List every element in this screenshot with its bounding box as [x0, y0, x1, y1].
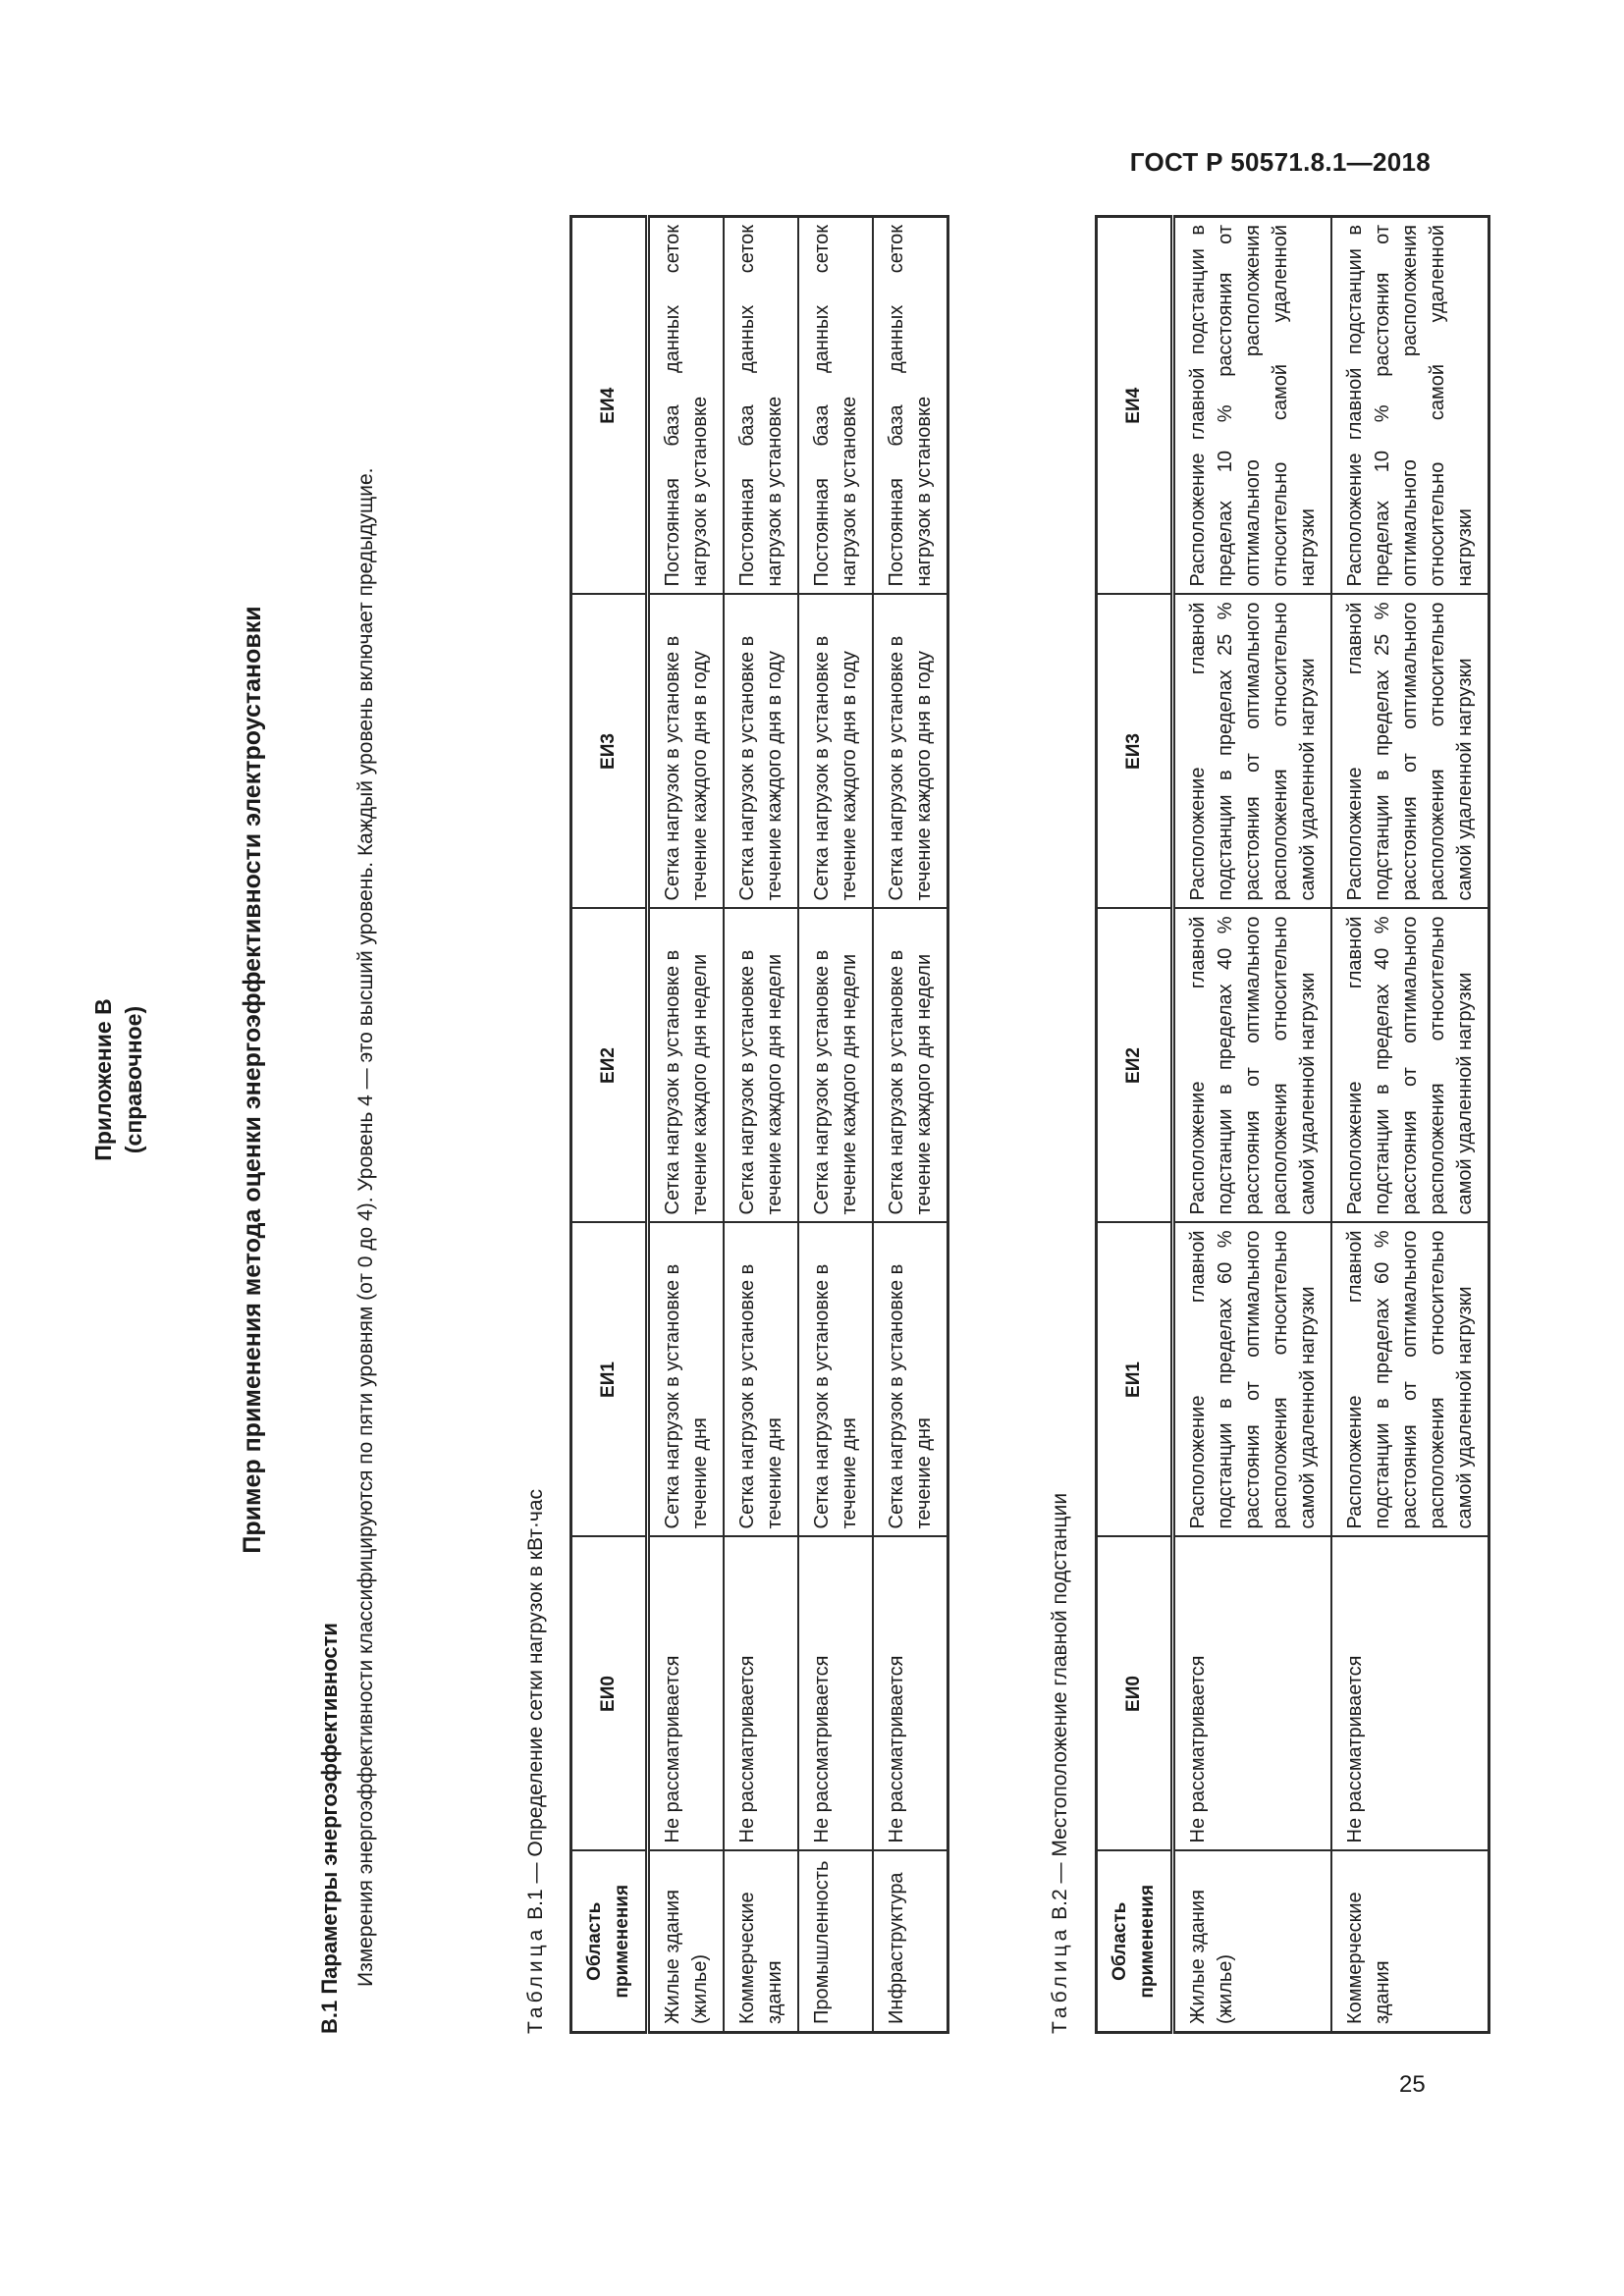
table-row: [1173, 217, 1332, 2033]
table-load-grid: [569, 215, 949, 2034]
appendix-heading: [88, 98, 149, 2061]
table-cell: Постоянная база данных сеток нагрузок в установке: [724, 217, 798, 595]
table-cell: Промышленность: [798, 1851, 873, 2033]
column-header: Область применения: [571, 1851, 648, 2033]
table-cell: Постоянная база данных сеток нагрузок в установке: [873, 217, 948, 595]
table-cell: Сетка нагрузок в установке в течение дня: [873, 1223, 948, 1537]
column-header: ЕИ4: [1097, 217, 1173, 595]
table1-caption-prefix: Таблица: [524, 1925, 547, 2034]
table-cell: Сетка нагрузок в установке в течение каждого дня в году: [873, 595, 948, 909]
table-cell: Сетка нагрузок в установке в течение каждого дня недели: [798, 909, 873, 1223]
column-header: ЕИ0: [571, 1537, 648, 1851]
table-cell: Сетка нагрузок в установке в течение дня: [798, 1223, 873, 1537]
table-header-row: [571, 217, 648, 2033]
table-cell: Сетка нагрузок в установке в течение каждого дня недели: [724, 909, 798, 1223]
table-cell: Не рассматривается: [648, 1537, 725, 1851]
table1-caption-text: В.1 — Определение сетки нагрузок в кВт·час: [524, 1488, 547, 1926]
table-cell: Сетка нагрузок в установке в течение каждого дня недели: [648, 909, 725, 1223]
table-cell: Инфраструктура: [873, 1851, 948, 2033]
table-row: [724, 217, 798, 2033]
table-cell: Сетка нагрузок в установке в течение дня: [724, 1223, 798, 1537]
column-header: ЕИ2: [571, 909, 648, 1223]
column-header: ЕИ1: [1097, 1223, 1173, 1537]
column-header: Область применения: [1097, 1851, 1173, 2033]
table-row: [798, 217, 873, 2033]
table-cell: Расположение главной подстанции в пределах 60 % расстояния от оптимального расположения относительно самой удаленной нагрузки: [1173, 1223, 1332, 1537]
appendix-subtitle: (справочное): [121, 1005, 146, 1154]
column-header: ЕИ2: [1097, 909, 1173, 1223]
page-number: 25: [1399, 2071, 1426, 2098]
section-intro: Измерения энергоэффективности классифицируются по пяти уровням (от 0 до 4). Уровень 4 — это высший уровень. Каждый уровень включает предыдущие.: [354, 467, 377, 1987]
table-row: [648, 217, 725, 2033]
table-cell: Расположение главной подстанции в пределах 25 % расстояния от оптимального расположения относительно самой удаленной нагрузки: [1331, 595, 1489, 909]
table-cell: Постоянная база данных сеток нагрузок в установке: [798, 217, 873, 595]
section-heading: В.1 Параметры энергоэффективности: [317, 1623, 342, 2034]
table-cell: Сетка нагрузок в установке в течение каждого дня в году: [798, 595, 873, 909]
table-cell: Сетка нагрузок в установке в течение каждого дня в году: [648, 595, 725, 909]
rotated-content: [88, 98, 1476, 2061]
table-cell: Не рассматривается: [724, 1537, 798, 1851]
standard-number-header: ГОСТ Р 50571.8.1—2018: [1129, 147, 1431, 177]
table-cell: Расположение главной подстанции в пределах 40 % расстояния от оптимального расположения относительно самой удаленной нагрузки: [1173, 909, 1332, 1223]
table-cell: Сетка нагрузок в установке в течение каждого дня недели: [873, 909, 948, 1223]
table-cell: Сетка нагрузок в установке в течение каждого дня в году: [724, 595, 798, 909]
table-cell: Расположение главной подстанции в пределах 25 % расстояния от оптимального расположения относительно самой удаленной нагрузки: [1173, 595, 1332, 909]
table-cell: Постоянная база данных сеток нагрузок в установке: [648, 217, 725, 595]
table-cell: Не рассматривается: [873, 1537, 948, 1851]
column-header: ЕИ4: [571, 217, 648, 595]
table-cell: Расположение главной подстанции в пределах 40 % расстояния от оптимального расположения относительно самой удаленной нагрузки: [1331, 909, 1489, 1223]
table-cell: Коммерческие здания: [724, 1851, 798, 2033]
table2-caption-text: В.2 — Местоположение главной подстанции: [1049, 1492, 1071, 1926]
table-cell: Расположение главной подстанции в пределах 10 % расстояния от оптимального расположения относительно самой удаленной нагрузки: [1331, 217, 1489, 595]
table2-caption-prefix: Таблица: [1049, 1925, 1071, 2034]
table-cell: Расположение главной подстанции в пределах 10 % расстояния от оптимального расположения относительно самой удаленной нагрузки: [1173, 217, 1332, 595]
table2-caption: [1049, 1493, 1072, 2034]
table1-caption: [524, 1489, 548, 2034]
table-header-row: [1097, 217, 1173, 2033]
table-cell: Не рассматривается: [1173, 1537, 1332, 1851]
column-header: ЕИ0: [1097, 1537, 1173, 1851]
column-header: ЕИ1: [571, 1223, 648, 1537]
table-cell: Не рассматривается: [798, 1537, 873, 1851]
table-substation-location: [1095, 215, 1490, 2034]
appendix-title: Приложение В: [90, 998, 116, 1161]
table-row: [1331, 217, 1489, 2033]
table-row: [873, 217, 948, 2033]
table-cell: Расположение главной подстанции в пределах 60 % расстояния от оптимального расположения относительно самой удаленной нагрузки: [1331, 1223, 1489, 1537]
table-cell: Не рассматривается: [1331, 1537, 1489, 1851]
table-cell: Жилые здания (жилье): [1173, 1851, 1332, 2033]
main-title: Пример применения метода оценки энергоэффективности электроустановки: [239, 606, 266, 1554]
column-header: ЕИ3: [1097, 595, 1173, 909]
table-cell: Жилые здания (жилье): [648, 1851, 725, 2033]
column-header: ЕИ3: [571, 595, 648, 909]
table-cell: Коммерческие здания: [1331, 1851, 1489, 2033]
table-cell: Сетка нагрузок в установке в течение дня: [648, 1223, 725, 1537]
